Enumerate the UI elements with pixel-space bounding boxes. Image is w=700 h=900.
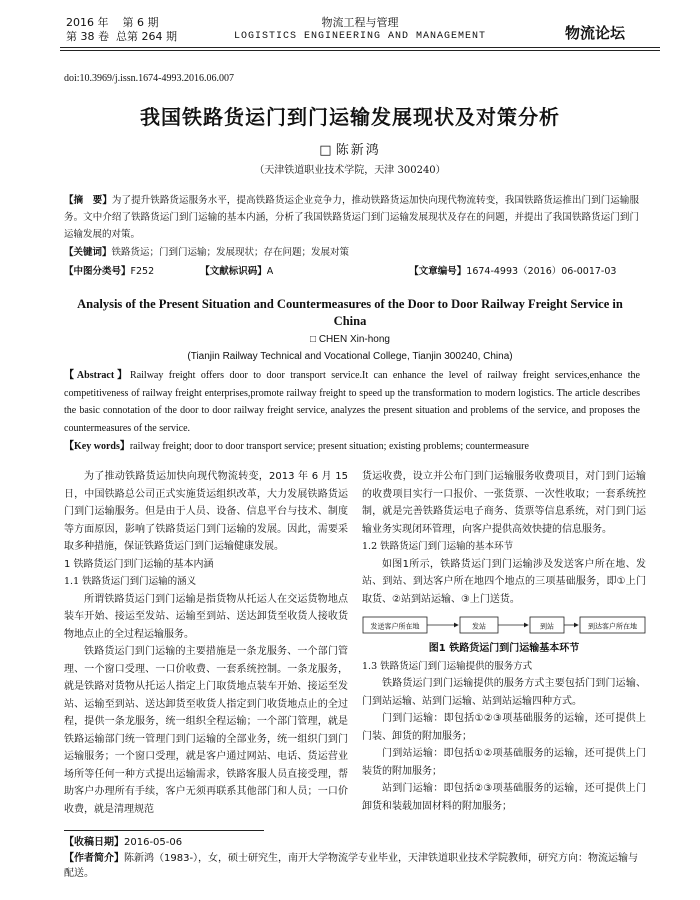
figure-box-dest-customer-label: 到达客户所在地 <box>588 622 637 631</box>
english-abstract-label: 【Abstract】 <box>64 370 131 381</box>
paragraph-measures-cont: 货运收费，设立并公布门到门运输服务收费项目，对门到门运输的收费项目实行一口报价、一张货票、一次性收取；一套系统控制，就是完善铁路货运电子商务、货票等信息系统，对门到门运输业务实现闭环管理，向客户提供高效快捷的信息服务。 <box>362 471 646 535</box>
paragraph-station-to-door: 站到门运输：即包括②③项基础服务的运输，还可提供上门卸货和装载加固材料的附加服务； <box>362 783 646 812</box>
english-abstract-text: Railway freight offers door to door transport service.It can enhance the level of railway freight services,enhance the competitiveness of railway freight enterprises,promote railway freight to speed up the transformation to modern logistics. The article describes the basic connotation of the door to door railway freight service, analyzes the present situation and problems of the service, and proposes the countermeasures of the service. <box>64 370 640 434</box>
figure-1-caption: 图1 铁路货运门到门运输基本环节 <box>428 643 580 654</box>
subsection-heading-1-3: 1.3 铁路货运门到门运输提供的服务方式 <box>362 660 533 672</box>
paragraph-service-modes: 铁路货运门到门运输提供的服务方式主要包括门到门运输、门到站运输、站到门运输、站到站运输四种方式。 <box>362 678 646 707</box>
total-issue: 总第 264 期 <box>116 30 177 43</box>
keywords-cn-label: 【关键词】 <box>64 247 112 258</box>
received-date: 2016-05-06 <box>124 837 183 848</box>
header-rule-top <box>60 47 660 48</box>
author-bio-text: 陈新鸿（1983-），女，硕士研究生，南开大学物流学专业毕业，天津铁道职业技术学院教师，研究方向：物流运输与配送。 <box>64 853 639 879</box>
article-title: 我国铁路货运门到门运输发展现状及对策分析 <box>140 105 560 129</box>
received-label: 【收稿日期】 <box>64 837 124 848</box>
classification-line <box>64 265 639 279</box>
volume: 第 38 卷 <box>66 30 109 43</box>
journal-name <box>230 16 490 44</box>
english-title: Analysis of the Present Situation and Countermeasures of the Door to Door Railway Freight Service in China <box>77 297 623 328</box>
paragraph-measures: 铁路货运门到门运输的主要措施是一条龙服务、一个部门管理、一个窗口受理、一口价收费、一套系统控制。一条龙服务，就是铁路对货物从托运人指定上门取货地点装车开始、接运至发站、运输至到站、送达卸货至收货人指定到门收货地点止的全过程，提供一条龙服务，统一组织全程运输；一个部门管理，就是铁路运输部门统一管理门到门运输的全部业务，统一组织门到门运输服务；一个窗口受理，就是客户通过网站、电话、货运营业场所等任何一种方式提出运输需求，铁路客服人员直接受理，帮助客户办理所有手续，客户无须再联系其他部门和人员；一口价收费，就是清理规范 <box>64 646 348 815</box>
abstract-cn-text: 为了提升铁路货运服务水平，提高铁路货运企业竞争力，推动铁路货运加快向现代物流转变，我国铁路货运推出门到门运输服务。文中介绍了铁路货运门到门运输的基本内涵，分析了我国铁路货运门到门运输发展现状及存在的问题，并提出了我国铁路货运门到门运输发展的对策。 <box>64 195 639 240</box>
author-box: □ <box>319 143 332 158</box>
paragraph-basic-links: 如图1所示，铁路货运门到门运输涉及发送客户所在地、发站、到站、到达客户所在地四个地点的三项基础服务，即①上门取货、②站到站运输、③上门送货。 <box>362 558 646 605</box>
footnote-author-bio <box>64 851 644 881</box>
author-bio-label: 【作者简介】 <box>64 853 124 864</box>
english-keywords-label: 【Key words】 <box>64 441 130 452</box>
subsection-heading-1-2: 1.2 铁路货运门到门运输的基本环节 <box>362 541 514 552</box>
english-keywords-text: railway freight; door to door transport service; present situation; existing problems; countermeasure <box>129 441 529 452</box>
figure-box-dest-station-label: 到站 <box>540 622 554 631</box>
year: 2016 年 <box>66 16 109 29</box>
author-line <box>60 139 640 158</box>
column-name: 物流论坛 <box>565 24 626 42</box>
subsection-heading-1-1: 1.1 铁路货运门到门运输的涵义 <box>64 576 197 587</box>
keywords-cn-text: 铁路货运；门到门运输；发展现状；存在问题；发展对策 <box>111 247 350 258</box>
english-author: □ CHEN Xin-hong <box>310 334 390 345</box>
figure-1-diagram <box>362 612 646 638</box>
intro-paragraph: 为了推动铁路货运加快向现代物流转变，2013 年 6 月 15 日，中国铁路总公司正式实施货运组织改革，大力发展铁路货运门到门运输服务。但是由于人员、设备、信息平台与技术、制度等方面原因，影响了铁路货运门到门运输的发展。因此，需要采取多种措施，保证铁路货运门到门运输健康发展。 <box>64 471 348 552</box>
clc-label: 【中图分类号】 <box>64 266 131 277</box>
abstract-cn <box>64 192 639 243</box>
journal-name-en: LOGISTICS ENGINEERING AND MANAGEMENT <box>233 31 487 42</box>
clc-code: F252 <box>130 266 155 277</box>
english-keywords <box>64 437 640 452</box>
doc-code-label: 【文献标识码】 <box>200 266 267 277</box>
figure-box-origin-station-label: 发站 <box>472 622 486 631</box>
paragraph-definition: 所谓铁路货运门到门运输是指货物从托运人在交运货物地点装车开始、接运至发站、运输至到站、送达卸货至收货人接收货物地点止的全过程运输服务。 <box>64 593 348 640</box>
body-column-left <box>64 468 348 818</box>
paragraph-door-to-station: 门到站运输：即包括①②项基础服务的运输，还可提供上门装货的附加服务； <box>362 748 646 777</box>
section-heading-1: 1 铁路货运门到门运输的基本内涵 <box>64 558 214 570</box>
keywords-cn <box>64 246 639 260</box>
english-abstract <box>64 367 640 437</box>
affiliation: （天津铁道职业技术学院，天津 300240） <box>254 165 446 176</box>
header-rule-bottom <box>60 50 660 51</box>
journal-issue-info <box>66 16 177 44</box>
figure-1-svg <box>362 612 646 638</box>
figure-box-origin-label: 发送客户所在地 <box>370 622 420 631</box>
body-column-right <box>362 468 646 815</box>
article-number-label: 【文章编号】 <box>409 266 467 277</box>
footnote-rule <box>64 830 264 831</box>
author-name: 陈新鸿 <box>335 143 381 158</box>
doc-code: A <box>266 266 274 277</box>
abstract-cn-label: 【摘 要】 <box>64 195 112 206</box>
paragraph-door-to-door: 门到门运输：即包括①②③项基础服务的运输，还可提供上门装、卸货的附加服务； <box>362 713 646 742</box>
english-affiliation: (Tianjin Railway Technical and Vocational College, Tianjin 300240, China) <box>187 351 513 362</box>
article-number: 1674-4993（2016）06-0017-03 <box>466 266 617 277</box>
footnote-received <box>64 835 644 850</box>
doi: doi:10.3969/j.issn.1674-4993.2016.06.007 <box>64 73 235 84</box>
journal-name-cn: 物流工程与管理 <box>321 16 399 29</box>
issue: 第 6 期 <box>122 16 159 29</box>
